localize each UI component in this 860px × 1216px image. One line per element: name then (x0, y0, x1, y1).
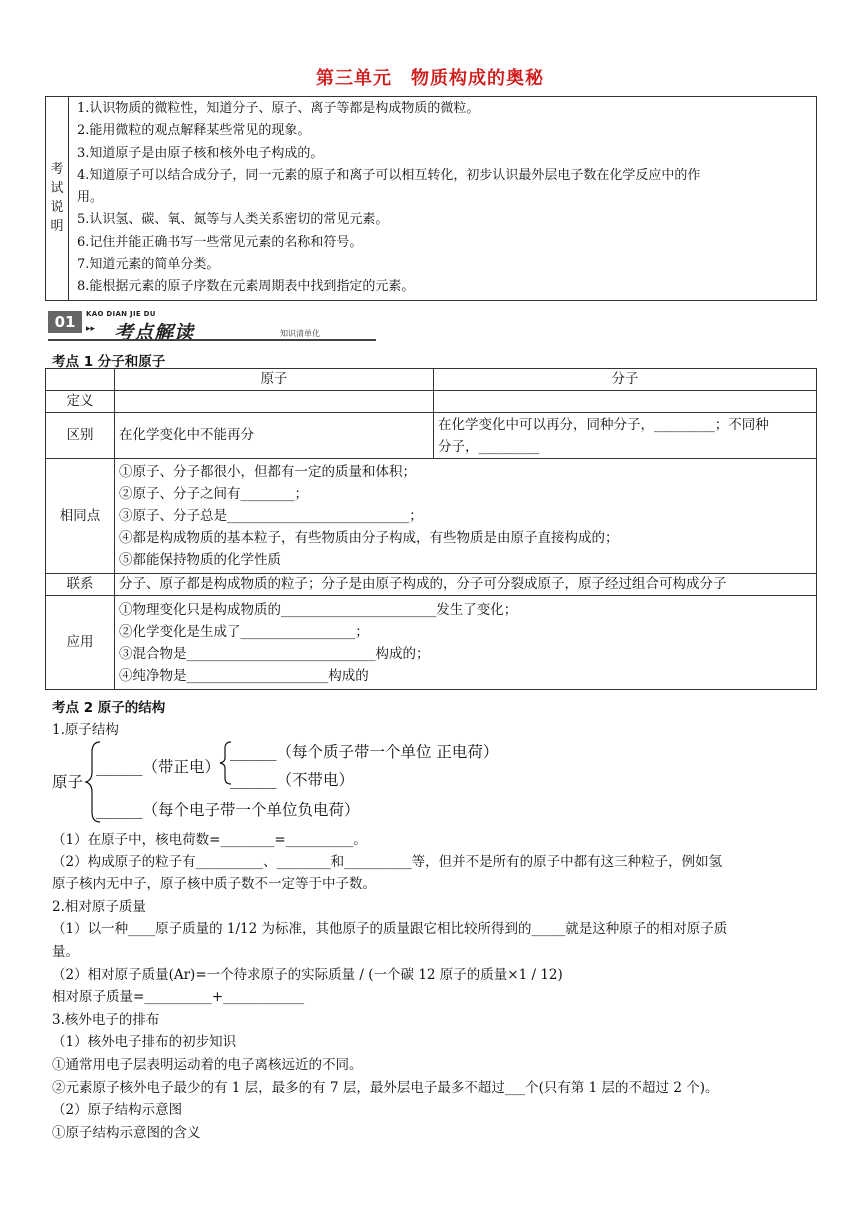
cell-definition-molecule (434, 391, 817, 413)
k2-line: （2）相对原子质量(Ar)=一个待求原子的实际质量 / (一个碳 12 原子的质量×1 / 12) (52, 967, 563, 983)
exam-item: 1.认识物质的微粒性，知道分子、原子、离子等都是构成物质的微粒。 (77, 101, 480, 116)
k2-line: （1）在原子中，核电荷数=________=__________。 (52, 832, 367, 848)
banner-title: 考点解读 (114, 322, 195, 344)
exam-item: 用。 (77, 190, 104, 206)
similarity-item: ⑤都能保持物质的化学性质 (119, 552, 281, 568)
row-label-definition: 定义 (46, 391, 115, 413)
diagram-electron: ______（每个电子带一个单位负电荷） (96, 801, 360, 819)
col-header-molecule: 分子 (434, 369, 817, 391)
exam-item: 5.认识氢、碳、氧、氮等与人类关系密切的常见元素。 (77, 212, 389, 228)
similarity-item: ①原子、分子都很小，但都有一定的质量和体积； (119, 464, 416, 480)
k2-heading: 考点 2 原子的结构 (52, 700, 166, 716)
diagram-neutron: ______（不带电） (230, 771, 355, 789)
banner-arrow-icon: ▸▸ (86, 324, 96, 334)
section-banner (48, 310, 376, 342)
k2-line: 2.相对原子质量 (52, 899, 146, 915)
row-label-relation: 联系 (46, 574, 115, 596)
banner-number: 01 (48, 311, 82, 333)
page-title: 第三单元 物质构成的奥秘 (316, 68, 544, 89)
k2-line: 相对原子质量=__________+____________ (52, 989, 305, 1005)
cell-similarity (115, 459, 817, 574)
banner-subtitle: 知识清单化 (280, 329, 320, 338)
k2-line: ②元素原子核外电子最少的有 1 层，最多的有 7 层，最外层电子最多不超过___个(只有第 1 层的不超过 2 个)。 (52, 1080, 719, 1096)
exam-item: 2.能用微粒的观点解释某些常见的现象。 (77, 123, 311, 139)
exam-item: 7.知道元素的简单分类。 (77, 257, 220, 273)
difference-molecule-line: 分子，_________ (438, 438, 540, 455)
cell-definition-atom (115, 391, 434, 413)
row-label-application: 应用 (46, 596, 115, 690)
cell-relation: 分子、原子都是构成物质的粒子；分子是由原子构成的，分子可分裂成原子，原子经过组合可构成分子 (115, 574, 817, 596)
similarity-item: ④都是构成物质的基本粒子，有些物质由分子构成，有些物质是由原子直接构成的； (119, 530, 619, 546)
exam-items (69, 97, 817, 301)
row-label-similarity: 相同点 (46, 459, 115, 574)
molecule-atom-table (45, 368, 817, 690)
exam-item: 8.能根据元素的原子序数在元素周期表中找到指定的元素。 (77, 279, 415, 295)
diagram-nucleus: ______（带正电） (96, 758, 221, 776)
application-item: ④纯净物是_____________________构成的 (119, 667, 369, 684)
k2-line: （2）原子结构示意图 (52, 1102, 183, 1118)
diagram-atom: 原子 (52, 773, 84, 791)
similarity-item: ③原子、分子总是___________________________； (119, 508, 423, 524)
k2-line: （1）核外电子排布的初步知识 (52, 1034, 237, 1050)
exam-label-text: 考试说明 (50, 162, 64, 235)
table-corner (46, 369, 115, 391)
k2-line: ①原子结构示意图的含义 (52, 1125, 201, 1141)
row-label-difference: 区别 (46, 413, 115, 459)
exam-item: 3.知道原子是由原子核和核外电子构成的。 (77, 145, 324, 161)
exam-item: 4.知道原子可以结合成分子，同一元素的原子和离子可以相互转化，初步认识最外层电子数在化学反应中的作 (77, 167, 701, 183)
application-item: ①物理变化只是构成物质的_______________________发生了变化； (119, 601, 518, 618)
difference-molecule-line: 在化学变化中可以再分，同种分子，_________；不同种 (438, 416, 769, 433)
cell-difference-molecule (434, 413, 817, 459)
application-item: ③混合物是____________________________构成的； (119, 645, 430, 662)
diagram-proton: ______（每个质子带一个单位 正电荷） (230, 743, 499, 761)
k2-line: 原子核内无中子，原子核中质子数不一定等于中子数。 (52, 876, 376, 892)
k2-line: （2）构成原子的粒子有__________、________和__________等，但并不是所有的原子中都有这三种粒子，例如氢 (52, 854, 723, 870)
k1-heading: 考点 1 分子和原子 (52, 354, 166, 370)
similarity-item: ②原子、分子之间有________； (119, 486, 308, 502)
k2-line: 量。 (52, 944, 79, 960)
atom-structure-diagram (52, 738, 652, 822)
k2-line: ①通常用电子层表明运动着的电子离核远近的不同。 (52, 1057, 363, 1073)
cell-difference-atom: 在化学变化中不能再分 (115, 413, 434, 459)
banner-divider (48, 339, 376, 341)
exam-item: 6.记住并能正确书写一些常见元素的名称和符号。 (77, 234, 363, 250)
exam-label (46, 97, 69, 301)
col-header-atom: 原子 (115, 369, 434, 391)
application-item: ②化学变化是生成了_________________； (119, 623, 369, 640)
cell-application (115, 596, 817, 690)
banner-pinyin: KAO DIAN JIE DU (86, 310, 156, 318)
exam-requirements-table (45, 96, 817, 301)
k2-line: （1）以一种____原子质量的 1/12 为标准，其他原子的质量跟它相比较所得到的_____就是这种原子的相对原子质 (52, 921, 728, 937)
k2-subheading-structure: 1.原子结构 (52, 722, 119, 738)
k2-line: 3.核外电子的排布 (52, 1012, 160, 1028)
